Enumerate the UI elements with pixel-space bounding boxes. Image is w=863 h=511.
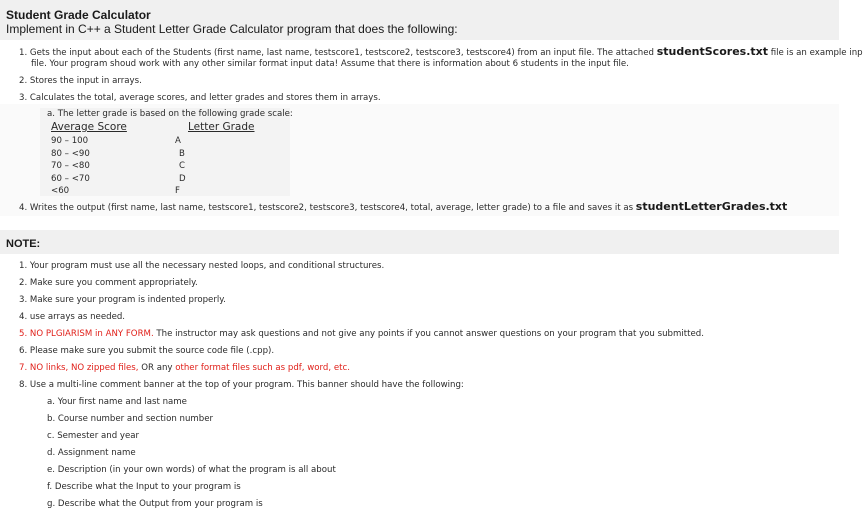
format-warning: other format files such as pdf, word, etc. [175, 363, 350, 373]
step-2: 2. Stores the input in arrays. [19, 76, 142, 86]
no-links-warning: 7. NO links, NO zipped files, [19, 363, 139, 373]
step-1-line-2: file. Your program shoud work with any other similar format input data! Assume that there is information about 6 students in the input file. [31, 59, 629, 69]
step-1-text-b: file is an example inp [768, 48, 863, 58]
step-3a: a. The letter grade is based on the following grade scale: [47, 109, 293, 119]
note-item-4: 4. use arrays as needed. [19, 312, 126, 322]
step-3: 3. Calculates the total, average scores, and letter grades and stores them in arrays. [19, 93, 381, 103]
input-file-name: studentScores.txt [656, 45, 768, 58]
note-item-3: 3. Make sure your program is indented properly. [19, 295, 226, 305]
note-item-2: 2. Make sure you comment appropriately. [19, 278, 198, 288]
note-item-5 [19, 329, 704, 339]
step-1-text-a: 1. Gets the input about each of the Students (first name, last name, testscore1, testscore2, testscore3, testscore4) from an input file. The attached [19, 48, 657, 58]
plagiarism-warning: 5. NO PLGIARISM in ANY FORM. [19, 329, 154, 339]
note-item-5-rest: The instructor may ask questions and not give any points if you cannot answer questions on your program that you submitted. [153, 329, 704, 339]
banner-item: f. Describe what the Input to your program is [47, 482, 241, 492]
grade-table-header-grade: Letter Grade [188, 121, 255, 133]
note-item-6: 6. Please make sure you submit the source code file (.cpp). [19, 346, 275, 356]
banner-item: d. Assignment name [47, 448, 136, 458]
banner-item: c. Semester and year [47, 431, 140, 441]
page-title: Student Grade Calculator [6, 8, 151, 22]
grade-row-letter: A [175, 136, 181, 146]
step-1-line-1 [19, 45, 863, 58]
page-subtitle: Implement in C++ a Student Letter Grade Calculator program that does the following: [6, 22, 458, 36]
grade-row-score: 90 – 100 [51, 136, 89, 146]
grade-row-score: <60 [51, 186, 70, 196]
note-item-7 [19, 363, 350, 373]
banner-item: g. Describe what the Output from your program is [47, 499, 263, 509]
step-4-text: 4. Writes the output (first name, last name, testscore1, testscore2, testscore3, testscore4, total, average, letter grade) to a file and saves it as [19, 203, 636, 213]
note-band [0, 230, 839, 254]
banner-item: a. Your first name and last name [47, 397, 187, 407]
output-file-name: studentLetterGrades.txt [635, 200, 788, 213]
grade-table-header-score: Average Score [51, 121, 127, 133]
step-4 [19, 200, 787, 213]
grade-row-letter: C [179, 161, 186, 171]
grade-row-score: 80 – <90 [51, 149, 90, 159]
grade-row-letter: B [179, 149, 185, 159]
grade-row-score: 60 – <70 [51, 174, 90, 184]
banner-item: e. Description (in your own words) of what the program is all about [47, 465, 336, 475]
grade-row-score: 70 – <80 [51, 161, 90, 171]
note-item-1: 1. Your program must use all the necessary nested loops, and conditional structures. [19, 261, 385, 271]
note-item-8: 8. Use a multi-line comment banner at the top of your program. This banner should have the following: [19, 380, 464, 390]
banner-item: b. Course number and section number [47, 414, 214, 424]
note-item-7-mid: OR any [138, 363, 176, 373]
note-title: NOTE: [6, 238, 41, 250]
grade-row-letter: D [179, 174, 186, 184]
grade-row-letter: F [175, 186, 180, 196]
